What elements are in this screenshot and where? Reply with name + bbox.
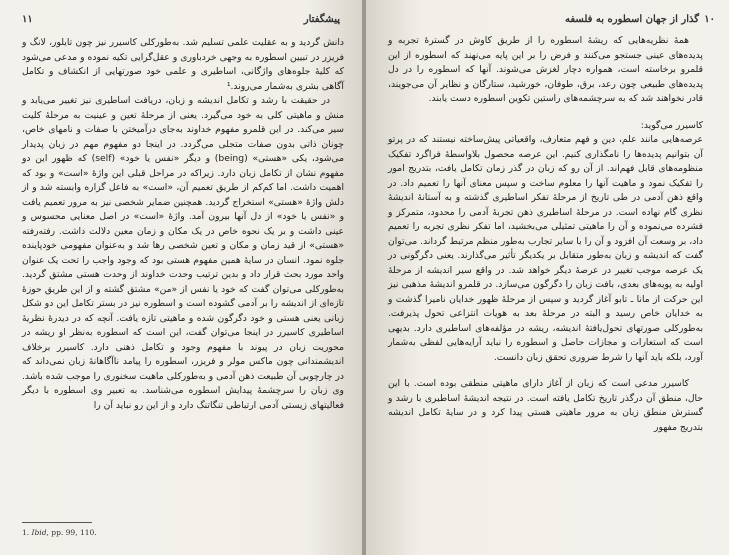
footnote-pages: , pp. 99, 110.: [46, 528, 97, 537]
paragraph: کاسیرر مدعی است که زبان از آغاز دارای ماهیتی منطقی بوده است. با این حال، منطق آن درگذر تاریخ تکامل یافته است. در نتیجه اندیشهٔ اساطیری با رشد و گسترش منطق زبان به مرور ماهیتی هستی پیدا کرد و در سایهٔ تکامل اندیشه بتدریج مفهور: [388, 378, 703, 433]
running-header: پیشگفتار: [303, 14, 340, 25]
quote-intro: کاسیرر می‌گوید:: [640, 119, 703, 131]
footnote-divider: [22, 522, 92, 523]
right-page: [366, 0, 729, 555]
block-quote: عرصه‌هایی مانند علم، دین و فهم متعارف، واقعیاتی پیش‌ساخته نیستند که در پرتو آن بتوانیم پدیده‌ها را نامگذاری کنیم. این عرصه محصول بلاواسطهٔ فراگرد تفکیک منظومه‌های قابل فهم‌اند. از آن رو که زبان در گذر زمان تکامل یافت، بتدریج امور را تفکیک نمود و ماهیت آنها را معلوم ساخت و سپس معنای آنها را تعمیم داد. در واقع ذهن آدمی در طی تاریخ از مرحلهٔ تفکر اساطیری گذشته و به آستانهٔ اندیشهٔ نظری گام نهاده است. در مرحلهٔ اساطیری ذهن تجربهٔ آدمی را محدود، متمرکز و فشرده می‌نموده و آن را ماهیتی تمثیلی می‌بخشید، اما تفکر نظری تجربه را تعمیم داد، بر وسعت آن افزود و آن را با سایر تجارب به‌طور منظم مرتبط گرداند. می‌توان گفت که اندیشه و زبان به‌طور متقابل بر یکدیگر تأثیر می‌گذارند. یعنی دگرگونی در یک عرصه موجب تغییر در عرصهٔ دیگر خواهد شد. در واقع سیر اندیشه از مرحلهٔ اولیه به پویه‌های بعدی، بافت زبان را دگرگون می‌سازد. در قلمرو اندیشهٔ مذهبی نیز این حرکت از مانا ـ تابو آغاز گردید و سپس از مرحلهٔ ظهور خدایان نامیرا گذشت و به خدایان خاص رسید و البته در مرحلهٔ بعد به هویات انتزاعی تحول پذیرفت. به‌طورکلی صورتهای تحول‌یافتهٔ اندیشه، ریشه در مؤلفه‌های اساطیری دارد. بدیهی است که استعارات و مجازات حاصل و اسطوره را نباید آرایه‌هایی لفظی به‌شمار آورد، بلکه باید آنها را شرط ضروری تحقق زبان دانست.: [388, 134, 703, 363]
paragraph: همهٔ نظریه‌هایی که ریشهٔ اسطوره را از طریق کاوش در گسترهٔ تجربه و پدیده‌های عینی جستجو می‌کنند و فرض را بر این پایه می‌نهند که اسطوره از این قلمرو برخاسته است، همواره دچار لغزش می‌شوند. آنها که اسطوره را در دل پدیده‌های طبیعی چون رعد، برق، طوفان، خورشید، ستارگان و نظایر آن می‌جویند، قادر نخواهند شد که به سرچشمه‌های راستین تکوین اسطوره دست یابند.: [388, 35, 703, 104]
paragraph-spacer: [388, 107, 703, 119]
left-page: [0, 0, 362, 555]
paragraph: در حقیقت با رشد و تکامل اندیشه و زبان، دریافت اساطیری نیز تغییر می‌یابد و منش و ماهیتی کلی به خود می‌گیرد. یعنی از مرحلهٔ تعین و عینیت به مرحلهٔ کلیت سیر می‌کند. در این قلمرو مفهوم خداوند به‌جای درآمیختن با صفات و نامهای خاص، چونان ذاتی بدون صفات متجلی می‌گردد. در اینجا دو مفهوم مهم در زبان پدیدار می‌شود، یکی «هستی» (being) و دیگر «نفس یا خود» (self) که ظهور این دو مفهوم نشان از تکامل زبان دارد. زیراکه در مراحل قبلی این واژهٔ «است» و بود که اهمیت داشت. اما کم‌کم از طریق تعمیم آن، «است» به فاعل گزاره وابسته شد و از دلش واژهٔ «هستی» استخراج گردید. همچنین ضمایر شخصی نیز به مرور تعمیم یافت و «نفس یا خود» از دل آنها بیرون آمد. واژهٔ «است» در اصل معنایی محسوس و عینی داشت و بر یک نحوه خاص در یک مکان و زمان معین دلالت داشت. رفته‌رفته «هستی» از قید زمان و مکان و تعین شخصی رها شد و به‌عنوان مفهومی خودپاینده جلوه نمود. انسان در سایهٔ همین مفهوم هستی بود که وجود واجب را تحت یک عنوان واحد مورد بحث قرار داد و بدین ترتیب وحدت خداوند از وحدت هستی مشتق گردید. به‌طورکلی می‌توان گفت که خود یا نفس از «من» مشتق گشته و از این طریق حوزهٔ تازه‌ای از اندیشه را بر آدمی گشوده است و اسطوره نیز در بستر تکامل این دو شکل زبانی یعنی هستی و خود دگرگون شده و ماهیتی تازه یافت. آنچه که در دیدرهٔ نظریهٔ اساطیری کاسیرر در اینجا می‌توان گفت، این است که اسطوره به‌نظر او ریشه در محوریت زبان در پیوند با مفهوم وجود و تکامل ذهنی دارد. کاسیرر برخلاف اندیشمندانی چون ماکس مولر و فریزر، اسطوره را پیامد ناآگاهانهٔ زبان نمی‌داند که در چارچوبی آن طبیعت ذهن آدمی و به‌طورکلی ماهیت سخنوری را موجب شده باشد. وی زبان را سرچشمهٔ پیدایش اسطوره می‌شناسد. به تعبیر وی اسطوره با دیگر فعالیتهای زیستی آدمی ارتباطی تنگاتنگ دارد و از این رو نباید آن را: [22, 95, 344, 411]
footnote: [22, 528, 97, 537]
footnote-title: Ibid: [31, 528, 47, 537]
footnote-number: 1.: [22, 528, 30, 537]
running-header: گذار از جهان اسطوره به فلسفه: [565, 14, 699, 25]
page-body: [388, 34, 703, 435]
paragraph: دانش گردید و به عقلیت علمی تسلیم شد. به‌طورکلی کاسیرر نیز چون تایلور، لانگ و فریزر در تبیین اسطوره به وجهی خردباوری و عقل‌گرایی تکیه نموده و مدعی می‌شود که کلیهٔ جلوه‌های واژگانی، اساطیری و علمی خود صورتهایی از انکشاف و تکامل آگاهی بشری به‌شمار می‌روند.¹: [22, 37, 344, 92]
page-number: ۱۰: [704, 14, 715, 25]
page-body: [22, 36, 344, 413]
paragraph-spacer: [388, 365, 703, 377]
page-number: ۱۱: [22, 14, 33, 25]
